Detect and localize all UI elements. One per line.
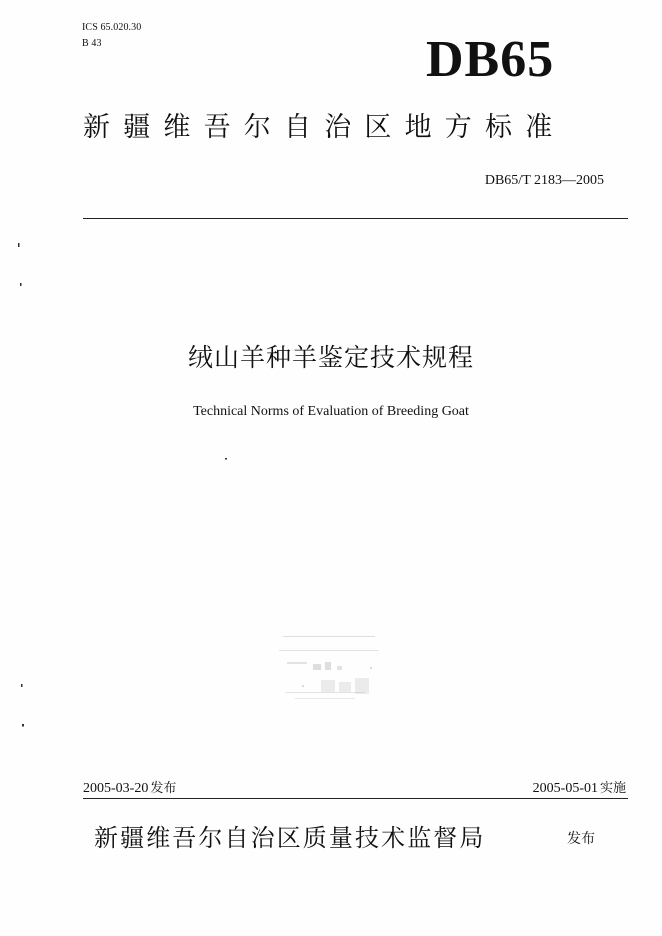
- issue-label: 发布: [150, 781, 177, 796]
- issue-date-line: [83, 780, 176, 798]
- db-standard-logo: DB65: [426, 31, 555, 88]
- top-divider: [83, 218, 628, 219]
- issuing-authority: 新疆维吾尔自治区质量技术监督局: [94, 824, 486, 852]
- document-title-english: Technical Norms of Evaluation of Breeding Goat: [193, 404, 469, 419]
- classification-code: B 43: [82, 38, 102, 49]
- standard-type-title: 新疆维吾尔自治区地方标准: [83, 112, 566, 143]
- document-title-chinese: 绒山羊种羊鉴定技术规程: [187, 343, 474, 372]
- bottom-divider: [83, 798, 628, 799]
- standard-number: DB65/T 2183—2005: [484, 173, 604, 188]
- ics-code: ICS 65.020.30: [82, 22, 142, 33]
- implementation-date-line: [533, 780, 626, 798]
- issue-date: 2005-03-20: [83, 781, 149, 796]
- implementation-date: 2005-05-01: [532, 781, 598, 796]
- issuing-authority-label: 发布: [567, 831, 595, 847]
- faded-seal-mark: [275, 628, 390, 706]
- implementation-label: 实施: [599, 781, 626, 796]
